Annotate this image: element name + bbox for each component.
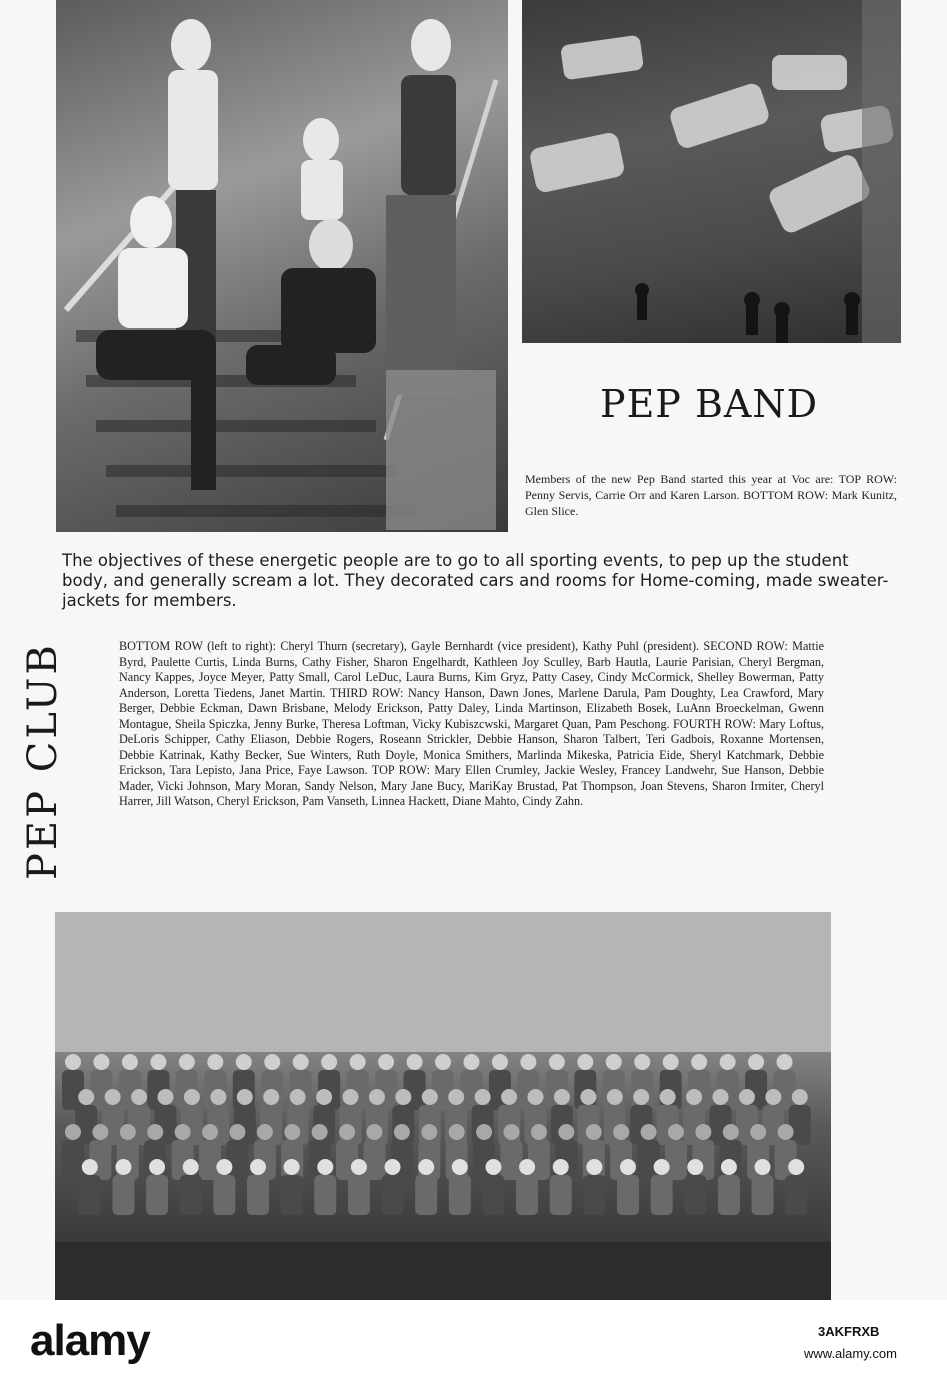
crowd-head <box>777 1054 793 1070</box>
crowd-head <box>613 1124 629 1140</box>
pep-band-title: PEP BAND <box>600 382 819 426</box>
crowd-head <box>115 1159 131 1175</box>
crowd-head <box>586 1159 602 1175</box>
crowd-head <box>739 1089 755 1105</box>
crowd-head <box>207 1054 223 1070</box>
crowd-head <box>421 1124 437 1140</box>
crowd-body <box>75 1105 97 1145</box>
crowd-head <box>765 1089 781 1105</box>
crowd-head <box>755 1159 771 1175</box>
crowd-head <box>654 1159 670 1175</box>
crowd-head <box>263 1089 279 1105</box>
crowd-head <box>721 1159 737 1175</box>
crowd-head <box>492 1054 508 1070</box>
crowd-body <box>336 1140 358 1180</box>
crowd-body <box>752 1175 774 1215</box>
crowd-head <box>531 1124 547 1140</box>
crowd-head <box>449 1124 465 1140</box>
crowd-head <box>713 1089 729 1105</box>
crowd-head <box>216 1159 232 1175</box>
crowd-head <box>395 1089 411 1105</box>
crowd-head <box>750 1124 766 1140</box>
crowd-head <box>290 1089 306 1105</box>
crowd-body <box>550 1175 572 1215</box>
crowd-head <box>394 1124 410 1140</box>
crowd-body <box>789 1105 811 1145</box>
crowd-head <box>82 1159 98 1175</box>
crowd-head <box>293 1054 309 1070</box>
crowd-head <box>147 1124 163 1140</box>
pep-club-roster: BOTTOM ROW (left to right): Cheryl Thurn (secretary), Gayle Bernhardt (vice president), Kathy Puhl (president). SECOND ROW: Mattie Byrd, Paulette Curtis, Linda Burns, Cathy Fisher, Sharon Engelhardt, Kathleen Joy Sculley, Barb Hautla, Laurie Parisian, Cheryl Bergman, Nancy Kappes, Joyce Meyer, Patty Small, Carol LeDuc, Laura Burns, Kim Gryz, Patty Casey, Cindy McCormick, Shelley Bowerman, Patty Anderson, Loretta Tiedens, Janet Martin. THIRD ROW: Nancy Hanson, Dawn Jones, Marlene Darula, Pam Doughty, Lea Crawford, Mary Berger, Debbie Eckman, Dawn Brisbane, Melody Erickson, Patty Daley, Linda Martinson, Elizabeth Bosek, LuAnn Broeckelman, Gwenn Montague, Sheila Spiczka, Jenny Burke, Theresa Loftman, Vicky Kubiszcwski, Margaret Quan, Pam Peschong. FOURTH ROW: Mary Loftus, DeLoris Schipper, Cathy Eliason, Debbie Rogers, Roseann Strickler, Debbie Hanson, Sharon Talbert, Teri Gadbois, Roxanne Mortensen, Debbie Katrinak, Kathy Becker, Sue Winters, Ruth Doyle, Monica Smithers, Marlinda Mikeska, Patricia Eide, Sheryl Katchmark, Debbie Erickson, Tara Lepisto, Jana Price, Faye Lawson. TOP ROW: Mary Ellen Crumley, Jackie Wesley, Francey Landwehr, Sue Hanson, Debbie Mader, Vicki Johnson, Mary Moran, Sandy Nelson, Mary Jane Bucy, MariKay Brustad, Pat Thompson, Joan Stevens, Sharon Irmiter, Cheryl Harrer, Jill Watson, Cheryl Erickson, Pam Vanseth, Linnea Hackett, Diane Mahto, Cindy Zahn. <box>119 639 824 808</box>
crowd-head <box>463 1054 479 1070</box>
crowd-head <box>476 1124 492 1140</box>
crowd-head <box>691 1054 707 1070</box>
crowd-head <box>558 1124 574 1140</box>
crowd-head <box>748 1054 764 1070</box>
crowd-head <box>343 1089 359 1105</box>
crowd-head <box>250 1159 266 1175</box>
crowd-head <box>210 1089 226 1105</box>
pep-club-title: PEP CLUB <box>20 642 66 880</box>
watermark-url: www.alamy.com <box>804 1346 897 1361</box>
crowd-body <box>348 1175 370 1215</box>
crowd-head <box>65 1124 81 1140</box>
crowd-body <box>281 1175 303 1215</box>
crowd-body <box>146 1175 168 1215</box>
crowd-body <box>247 1175 269 1215</box>
crowd-head <box>236 1054 252 1070</box>
pep-club-group-photo <box>55 912 831 1300</box>
crowd-head <box>93 1054 109 1070</box>
crowd-body <box>314 1175 336 1215</box>
crowd-body <box>415 1175 437 1215</box>
crowd-head <box>422 1089 438 1105</box>
crowd-head <box>695 1124 711 1140</box>
crowd-head <box>316 1089 332 1105</box>
crowd-head <box>339 1124 355 1140</box>
crowd-figures <box>62 1054 811 1215</box>
crowd-head <box>92 1124 108 1140</box>
crowd-head <box>237 1089 253 1105</box>
crowd-head <box>634 1054 650 1070</box>
crowd-head <box>284 1159 300 1175</box>
crowd-body <box>180 1175 202 1215</box>
crowd-head <box>122 1054 138 1070</box>
crowd-body <box>213 1175 235 1215</box>
crowd-body <box>432 1070 454 1110</box>
crowd-head <box>321 1054 337 1070</box>
crowd-body <box>79 1175 101 1215</box>
crowd-head <box>620 1159 636 1175</box>
crowd-head <box>778 1124 794 1140</box>
crowd-head <box>641 1124 657 1140</box>
crowd-head <box>607 1089 623 1105</box>
crowd-body <box>62 1140 84 1180</box>
crowd-head <box>586 1124 602 1140</box>
crowd-head <box>284 1124 300 1140</box>
watermark-logo: alamy <box>30 1316 150 1365</box>
crowd-body <box>102 1105 124 1145</box>
crowd-body <box>363 1140 385 1180</box>
crowd-head <box>105 1089 121 1105</box>
crowd-head <box>179 1054 195 1070</box>
crowd-body <box>665 1140 687 1180</box>
crowd-head <box>580 1089 596 1105</box>
crowd-body <box>501 1140 523 1180</box>
crowd-head <box>687 1159 703 1175</box>
crowd-head <box>668 1124 684 1140</box>
crowd-head <box>663 1054 679 1070</box>
crowd-head <box>435 1054 451 1070</box>
crowd-head <box>150 1054 166 1070</box>
crowd-body <box>583 1175 605 1215</box>
crowd-body <box>617 1175 639 1215</box>
crowd-head <box>158 1089 174 1105</box>
crowd-head <box>312 1124 328 1140</box>
crowd-body <box>382 1175 404 1215</box>
crowd-head <box>317 1159 333 1175</box>
crowd-head <box>606 1054 622 1070</box>
crowd-head <box>501 1089 517 1105</box>
crowd-body <box>762 1105 784 1145</box>
crowd-body <box>482 1175 504 1215</box>
crowd-head <box>385 1159 401 1175</box>
crowd-head <box>351 1159 367 1175</box>
crowd-head <box>78 1089 94 1105</box>
crowd-head <box>475 1089 491 1105</box>
crowd-head <box>485 1159 501 1175</box>
crowd-body <box>785 1175 807 1215</box>
crowd-body <box>528 1140 550 1180</box>
objectives-paragraph: The objectives of these energetic people are to go to all sporting events, to pep up the student body, and generally scream a lot. They decorated cars and rooms for Home-coming, made sweater-jackets for members. <box>62 551 889 610</box>
crowd-head <box>149 1159 165 1175</box>
crowd-head <box>504 1124 520 1140</box>
crowd-head <box>366 1124 382 1140</box>
crowd-head <box>407 1054 423 1070</box>
watermark-image-code: 3AKFRXB <box>818 1324 880 1339</box>
crowd-head <box>120 1124 136 1140</box>
crowd-head <box>577 1054 593 1070</box>
crowd-head <box>418 1159 434 1175</box>
crowd-head <box>788 1159 804 1175</box>
crowd-head <box>65 1054 81 1070</box>
crowd-body <box>199 1140 221 1180</box>
crowd-head <box>350 1054 366 1070</box>
crowd-head <box>175 1124 191 1140</box>
parking-lot-photo-graphic <box>522 0 901 343</box>
crowd-head <box>202 1124 218 1140</box>
crowd-head <box>448 1089 464 1105</box>
pep-band-caption: Members of the new Pep Band started this year at Voc are: TOP ROW: Penny Servis, Carrie Orr and Karen Larson. BOTTOM ROW: Mark Kunitz, Glen Slice. <box>525 472 897 518</box>
crowd-head <box>660 1089 676 1105</box>
crowd-head <box>184 1089 200 1105</box>
crowd-head <box>528 1089 544 1105</box>
crowd-body <box>449 1175 471 1215</box>
crowd-body <box>226 1140 248 1180</box>
crowd-head <box>519 1159 535 1175</box>
crowd-body <box>516 1175 538 1215</box>
crowd-body <box>62 1070 84 1110</box>
crowd-head <box>369 1089 385 1105</box>
crowd-head <box>229 1124 245 1140</box>
crowd-head <box>792 1089 808 1105</box>
crowd-head <box>633 1089 649 1105</box>
crowd-body <box>718 1175 740 1215</box>
crowd-head <box>378 1054 394 1070</box>
crowd-head <box>549 1054 565 1070</box>
group-photo-graphic <box>55 912 831 1300</box>
crowd-head <box>554 1089 570 1105</box>
crowd-head <box>723 1124 739 1140</box>
crowd-body <box>651 1175 673 1215</box>
crowd-head <box>720 1054 736 1070</box>
crowd-head <box>553 1159 569 1175</box>
decorated-cars-photo <box>522 0 901 343</box>
crowd-body <box>684 1175 706 1215</box>
crowd-head <box>686 1089 702 1105</box>
crowd-head <box>131 1089 147 1105</box>
pep-band-stairwell-photo <box>56 0 508 532</box>
stairwell-photo-graphic <box>56 0 508 532</box>
crowd-head <box>264 1054 280 1070</box>
crowd-head <box>520 1054 536 1070</box>
crowd-head <box>452 1159 468 1175</box>
crowd-body <box>112 1175 134 1215</box>
crowd-head <box>257 1124 273 1140</box>
crowd-head <box>183 1159 199 1175</box>
crowd-body <box>638 1140 660 1180</box>
